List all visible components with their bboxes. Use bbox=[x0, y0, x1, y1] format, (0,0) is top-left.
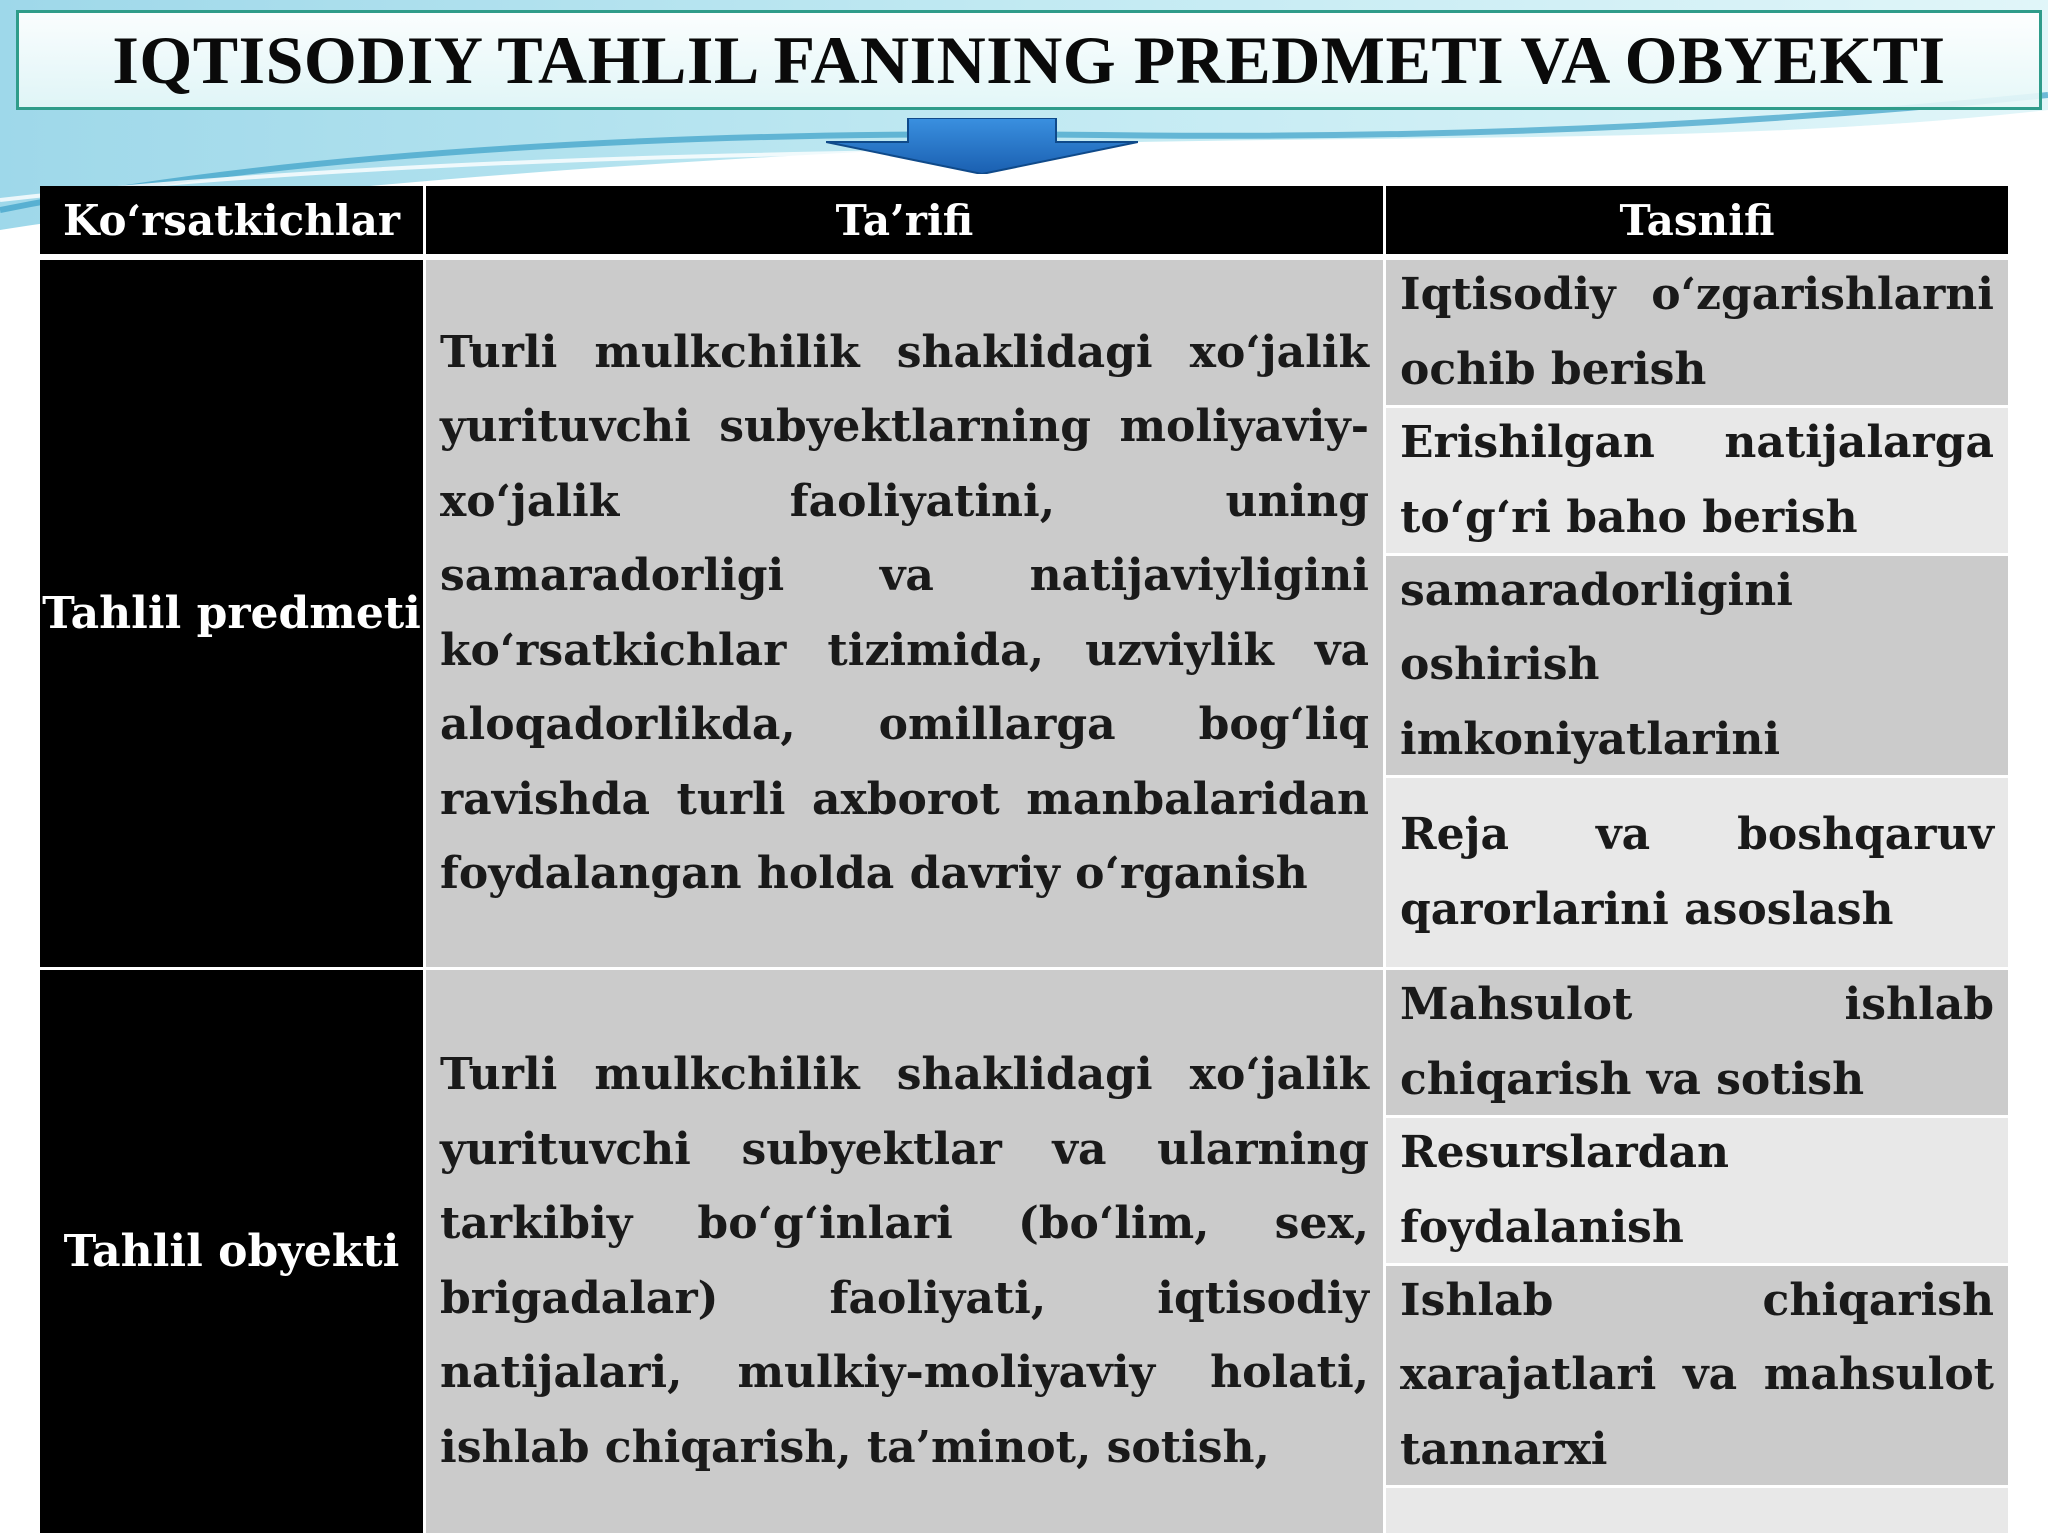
classification-item-empty bbox=[1386, 1488, 2008, 1536]
row-classification-object bbox=[1386, 970, 2008, 1536]
title-box bbox=[16, 10, 2042, 110]
classification-item: Iqtisodiy o‘zgarishlarni ochib berish bbox=[1386, 260, 2008, 408]
classification-item: Mahsulot ishlab chiqarish va sotish bbox=[1386, 970, 2008, 1118]
header-classification: Tasnifi bbox=[1386, 186, 2008, 260]
slide-title: IQTISODIY TAHLIL FANINING PREDMETI VA OBYEKTI bbox=[112, 21, 1946, 98]
row-classification-subject bbox=[1386, 260, 2008, 970]
row-definition-subject: Turli mulkchilik shaklidagi xo‘jalik yurituvchi subyektlarning moliyaviy-xo‘jalik faoliyatini, uning samaradorligi va natijaviyligini ko‘rsatkichlar tizimida, uzviylik va aloqadorlikda, omillarga bog‘liq ravishda turli axborot manbalaridan foydalangan holda davriy o‘rganish bbox=[426, 260, 1386, 970]
header-indicators: Ko‘rsatkichlar bbox=[40, 186, 426, 260]
classification-item: Erishilgan natijalarga to‘g‘ri baho berish bbox=[1386, 408, 2008, 556]
row-label-subject: Tahlil predmeti bbox=[40, 260, 426, 970]
header-definition: Ta’rifi bbox=[426, 186, 1386, 260]
row-definition-object: Turli mulkchilik shaklidagi xo‘jalik yurituvchi subyektlar va ularning tarkibiy bo‘g‘inlari (bo‘lim, sex, brigadalar) faoliyati, iqtisodiy natijalari, mulkiy-moliyaviy holati, ishlab chiqarish, ta’minot, sotish, bbox=[426, 970, 1386, 1536]
classification-item: Resurslardan foydalanish bbox=[1386, 1118, 2008, 1266]
classification-item: samaradorligini oshirish imkoniyatlarini bbox=[1386, 556, 2008, 778]
classification-item: Ishlab chiqarish xarajatlari va mahsulot tannarxi bbox=[1386, 1266, 2008, 1488]
classification-item: Reja va boshqaruv qarorlarini asoslash bbox=[1386, 778, 2008, 970]
row-label-object: Tahlil obyekti bbox=[40, 970, 426, 1536]
subject-object-table bbox=[40, 186, 2008, 1536]
arrow-down-icon bbox=[826, 118, 1138, 174]
